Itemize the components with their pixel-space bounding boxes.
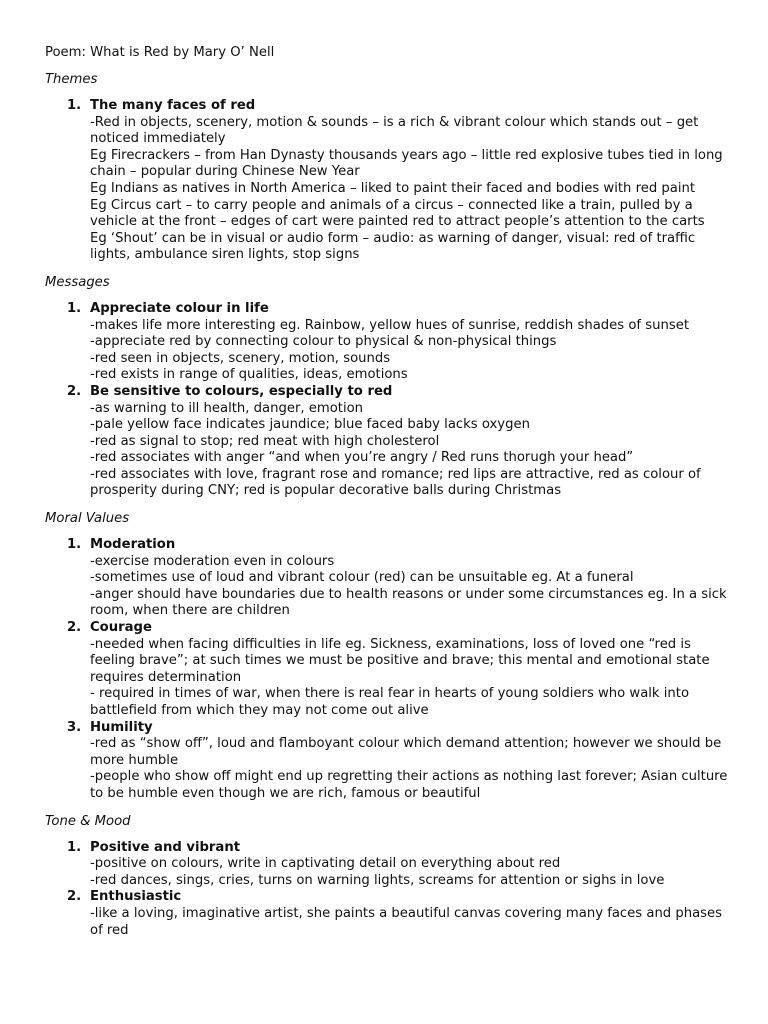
list-item-title: Positive and vibrant [90, 839, 241, 855]
list-item [45, 98, 730, 264]
list-item-number: 2. [67, 383, 82, 399]
list-item [45, 537, 730, 620]
section-heading: Messages [45, 274, 110, 290]
list-item-title: Be sensitive to colours, especially to red [90, 383, 393, 399]
list-item [45, 301, 730, 384]
list-item [45, 620, 730, 720]
list-item [45, 720, 730, 803]
list-item-detail: -red dances, sings, cries, turns on warning lights, screams for attention or sighs in love [90, 872, 665, 888]
list-item-detail: -Red in objects, scenery, motion & sounds – is a rich & vibrant colour which stands out – get noticed immediately [90, 114, 699, 147]
list-item-detail: -red associates with love, fragrant rose and romance; red lips are attractive, red as colour of prosperity during CNY; red is popular decorative balls during Christmas [90, 466, 701, 499]
list-item-detail: Eg ‘Shout’ can be in visual or audio form – audio: as warning of danger, visual: red of traffic lights, ambulance siren lights, stop signs [90, 230, 696, 263]
numbered-list [45, 98, 730, 264]
list-item-title: Enthusiastic [90, 889, 182, 905]
list-item-detail: Eg Indians as natives in North America – liked to paint their faced and bodies with red paint [90, 180, 696, 196]
list-item-number: 3. [67, 719, 82, 735]
list-item-detail: -red exists in range of qualities, ideas, emotions [90, 367, 408, 383]
list-item-number: 1. [67, 839, 82, 855]
section-heading: Themes [45, 72, 98, 87]
list-item [45, 889, 730, 939]
list-item-detail: -red as “show off”, loud and flamboyant colour which demand attention; however we should be more humble [90, 736, 722, 768]
list-item [45, 384, 730, 500]
section-heading: Moral Values [45, 511, 130, 527]
list-item-number: 1. [67, 300, 82, 316]
list-item-detail: -red seen in objects, scenery, motion, sounds [90, 350, 391, 366]
list-item-detail: -pale yellow face indicates jaundice; blue faced baby lacks oxygen [90, 417, 530, 433]
list-item-detail: -makes life more interesting eg. Rainbow, yellow hues of sunrise, reddish shades of sunset [90, 317, 689, 333]
list-item-detail: -needed when facing difficulties in life eg. Sickness, examinations, loss of loved one “red is feeling brave”; at such times we must be positive and brave; this mental and emotional state requires determination [90, 636, 710, 685]
list-item-detail: -red associates with anger “and when you’re angry / Red runs thorugh your head” [90, 450, 634, 466]
list-item-title: Courage [90, 620, 152, 636]
list-item-detail: -positive on colours, write in captivating detail on everything about red [90, 856, 561, 872]
list-item-title: The many faces of red [90, 98, 256, 113]
list-item-number: 1. [67, 537, 82, 553]
list-item-detail: -anger should have boundaries due to health reasons or under some circumstances eg. In a sick room, when there are children [90, 586, 727, 619]
document-title: Poem: What is Red by Mary O’ Nell [45, 45, 275, 60]
list-item-detail: -red as signal to stop; red meat with high cholesterol [90, 433, 440, 449]
list-item-title: Moderation [90, 537, 176, 553]
list-item-detail: - required in times of war, when there is real fear in hearts of young soldiers who walk into battlefield from which they may not come out alive [90, 686, 690, 718]
section-heading: Tone & Mood [45, 813, 131, 829]
numbered-list [45, 301, 730, 500]
list-item-title: Appreciate colour in life [90, 300, 269, 316]
list-item-number: 2. [67, 889, 82, 905]
list-item-detail: -as warning to ill health, danger, emotion [90, 400, 364, 416]
numbered-list [45, 537, 730, 803]
numbered-list [45, 840, 730, 940]
list-item-title: Humility [90, 719, 153, 735]
list-item-detail: Eg Firecrackers – from Han Dynasty thousands years ago – little red explosive tubes tied in long chain – popular during Chinese New Year [90, 147, 723, 180]
document-page [45, 44, 730, 949]
list-item-detail: -like a loving, imaginative artist, she paints a beautiful canvas covering many faces and phases of red [90, 905, 723, 938]
list-item-detail: -exercise moderation even in colours [90, 553, 335, 569]
list-item-detail: -people who show off might end up regretting their actions as nothing last forever; Asian culture to be humble even though we are rich, famous or beautiful [90, 769, 728, 801]
list-item [45, 840, 730, 890]
list-item-detail: -appreciate red by connecting colour to physical & non-physical things [90, 334, 557, 350]
list-item-detail: Eg Circus cart – to carry people and animals of a circus – connected like a train, pulled by a vehicle at the front – edges of cart were painted red to attract people’s attention to the carts [90, 197, 705, 230]
list-item-number: 2. [67, 620, 82, 636]
sections-container [45, 71, 730, 939]
list-item-number: 1. [67, 98, 82, 113]
list-item-detail: -sometimes use of loud and vibrant colour (red) can be unsuitable eg. At a funeral [90, 570, 634, 586]
